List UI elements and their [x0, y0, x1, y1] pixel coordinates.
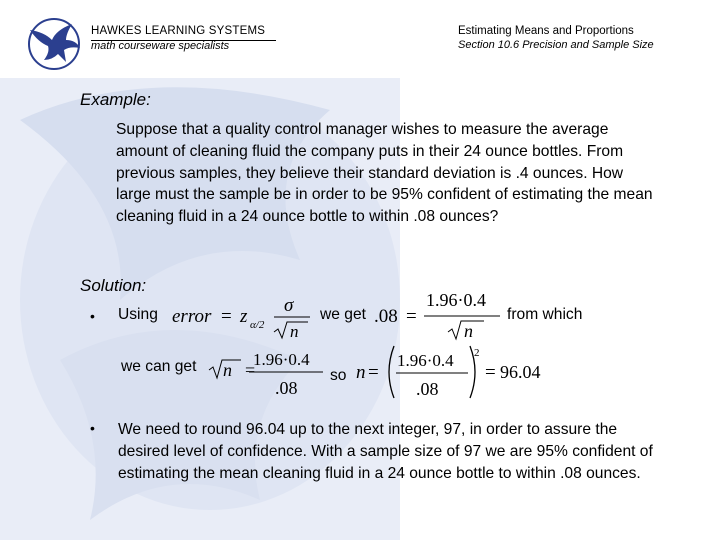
result-value: 96.04 — [500, 362, 541, 382]
sample-size-equation — [354, 340, 549, 402]
brand-name: HAWKES LEARNING SYSTEMS — [91, 25, 266, 37]
equals-sign: = — [406, 306, 417, 327]
equals-sign: = — [368, 362, 379, 383]
denominator: .08 — [416, 379, 439, 399]
hawk-logo-icon — [26, 18, 82, 70]
course-title: Estimating Means and Proportions — [458, 25, 634, 37]
we-can-get-text: we can get — [121, 358, 197, 375]
n-symbol: n — [356, 362, 366, 383]
error-word: error — [172, 306, 212, 327]
numerator: 1.96·0.4 — [426, 290, 486, 310]
using-text: Using — [118, 306, 158, 323]
numerator: 1.96·0.4 — [397, 351, 454, 370]
left-paren — [389, 346, 394, 398]
numerator: 1.96·0.4 — [253, 350, 310, 369]
so-text: so — [330, 367, 347, 384]
n-symbol: n — [464, 321, 473, 341]
equals-sign: = — [245, 360, 256, 380]
sqrt-n-equation — [207, 346, 327, 402]
sigma-symbol: σ — [284, 295, 294, 316]
n-symbol: n — [290, 322, 299, 341]
z-symbol: z — [240, 306, 248, 327]
from-which-text: from which — [507, 306, 583, 323]
section-title: Section 10.6 Precision and Sample Size — [458, 39, 654, 51]
example-heading: Example: — [80, 90, 151, 109]
margin-equation — [372, 286, 502, 344]
margin-value: .08 — [374, 306, 398, 327]
equals-sign: = — [485, 362, 496, 383]
error-formula — [170, 292, 315, 342]
we-get-text: we get — [320, 306, 366, 323]
n-symbol: n — [223, 360, 232, 380]
exponent: 2 — [474, 347, 480, 359]
solution-heading: Solution: — [80, 276, 147, 295]
problem-statement: Suppose that a quality control manager wishes to measure the average amount of cleaning fluid the company puts in their 24 ounce bottles. From previous samples, they believe their standard deviation is .4 ounces. How large must the sample be in order to be 95% confident of estimating the mean cleaning fluid in a 24 ounce bottle to within .08 ounces? — [116, 121, 653, 226]
denominator: .08 — [275, 378, 298, 398]
bullet-marker: • — [90, 308, 95, 324]
brand-tagline: math courseware specialists — [91, 40, 230, 52]
z-subscript: α/2 — [250, 319, 265, 331]
equals-sign: = — [221, 306, 232, 327]
bullet-marker: • — [90, 420, 95, 436]
conclusion-text: We need to round 96.04 up to the next integer, 97, in order to assure the desired level of confidence. With a sample size of 97 we are 95% confident of estimating the mean cleaning fluid in a 24 ounce bottle to within .08 ounces. — [118, 421, 653, 482]
